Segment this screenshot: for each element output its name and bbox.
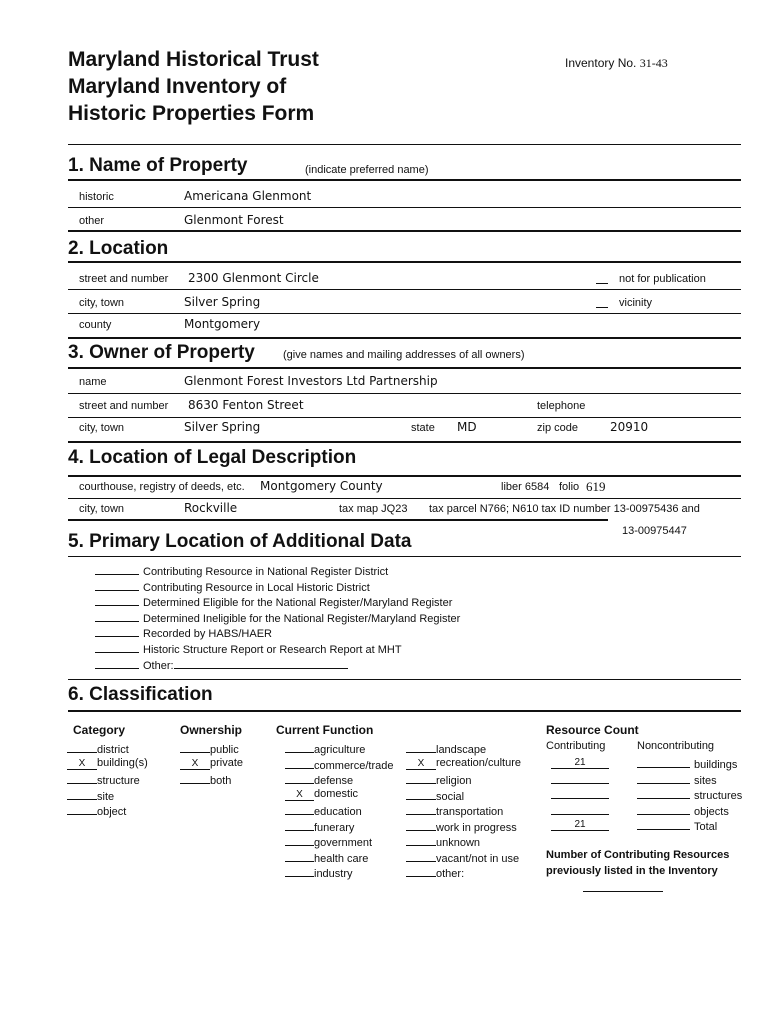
option-label: Contributing Resource in National Register District [143,566,389,578]
county-label: county [79,319,112,331]
option-label: education [314,806,362,818]
courthouse-value[interactable]: Montgomery County [260,479,383,493]
divider [68,313,741,314]
contributing-value[interactable] [551,772,609,784]
option-label: agriculture [314,744,366,756]
function-option [285,850,368,865]
checkbox-line[interactable] [406,772,436,784]
checkbox-line[interactable] [67,772,97,784]
contributing-value[interactable] [551,787,609,799]
section5-heading: 5. Primary Location of Additional Data [68,531,412,552]
option-label: Recorded by HABS/HAER [143,628,272,641]
contributing-head: Contributing [546,740,606,752]
form-title-line1: Maryland Historical Trust [68,48,319,71]
tax-map: tax map JQ23 [339,503,408,515]
telephone-label: telephone [537,400,586,412]
contributing-value[interactable] [551,803,609,815]
checkbox-line[interactable] [285,772,314,784]
function-option [285,772,353,787]
checkbox-line[interactable] [285,741,314,753]
section1-note: (indicate preferred name) [305,164,429,176]
option-label: district [97,744,129,756]
state-value[interactable]: MD [457,420,477,434]
option-label: unknown [436,837,481,849]
vicinity-checkbox[interactable] [596,296,608,311]
option-label: Contributing Resource in Local Historic District [143,581,370,594]
noncontributing-head: Noncontributing [637,740,715,752]
function-option [285,741,365,756]
function-option [406,757,521,770]
city-label: city, town [79,297,125,309]
data-location-item [95,657,348,672]
legal-city-value[interactable]: Rockville [184,501,238,515]
other-value[interactable]: Glenmont Forest [184,213,284,227]
form-title-line2: Maryland Inventory of [68,75,287,98]
option-label: commerce/trade [314,759,394,772]
section2-bottom-rule [68,337,741,339]
checkbox-line[interactable] [285,850,314,862]
option-label: funerary [314,821,355,834]
owner-street-value[interactable]: 8630 Fenton Street [188,398,304,412]
checkbox-line[interactable] [406,803,436,815]
section4-bottom-rule [68,519,608,521]
section3-rule [68,367,741,369]
owner-name-label: name [79,376,107,388]
tax-id-continuation: 13-00975447 [622,525,687,537]
noncontributing-count[interactable] [637,818,717,833]
section1-heading: 1. Name of Property [68,155,248,176]
contributing-count[interactable] [551,818,609,831]
checkbox-line[interactable] [406,834,436,846]
noncontributing-value[interactable] [637,756,690,768]
checkbox-line[interactable] [180,772,210,784]
noncontributing-count[interactable] [637,756,737,771]
divider [68,289,741,290]
checkbox-line[interactable] [67,803,97,815]
noncontributing-value[interactable] [637,803,690,815]
noncontributing-value[interactable] [637,818,690,830]
ownership-option [180,772,231,787]
form-title-line3: Historic Properties Form [68,102,315,125]
folio-value[interactable]: 619 [586,479,606,494]
checkbox-line[interactable] [285,865,314,877]
checkbox-line[interactable] [180,741,210,753]
checkbox-line[interactable] [285,834,314,846]
data-location-item [95,641,402,656]
noncontributing-count[interactable] [637,787,742,802]
option-label: vacant/not in use [436,852,520,865]
noncontributing-value[interactable] [637,787,690,799]
option-label: landscape [436,744,487,756]
owner-city-value[interactable]: Silver Spring [184,420,261,434]
owner-name-value[interactable]: Glenmont Forest Investors Ltd Partnership [184,374,438,388]
noncontributing-count[interactable] [637,803,729,818]
data-location-item [95,563,388,578]
city-value[interactable]: Silver Spring [184,295,261,309]
function-option [285,819,354,834]
section4-rule [68,475,741,477]
function-option [406,850,519,865]
resource-type-label: buildings [694,759,738,771]
category-option [67,741,129,756]
checkbox-line[interactable]: X [180,758,210,770]
contributing-value[interactable]: 21 [551,757,609,769]
noncontributing-count[interactable] [637,772,717,787]
option-label: social [436,790,465,803]
category-option [67,803,126,818]
option-label: religion [436,775,472,787]
category-option [67,788,114,803]
option-label: Determined Ineligible for the National Register/Maryland Register [143,612,461,625]
data-location-item [95,594,452,609]
ownership-option [180,757,243,770]
other-label: other [79,215,105,227]
function-option [406,865,464,880]
function-option [406,741,486,756]
divider [68,207,741,208]
checkbox-line[interactable] [285,819,314,831]
folio-label: folio [559,481,580,493]
contributing-count[interactable] [551,756,609,769]
contributing-count[interactable] [551,803,609,818]
header-divider [68,144,741,145]
divider [68,393,741,394]
option-label: transportation [436,806,504,818]
street-value[interactable]: 2300 Glenmont Circle [188,271,319,285]
previously-listed-line2: previously listed in the Inventory [546,865,718,877]
option-label: object [97,806,127,818]
function-option [285,788,358,801]
contributing-count[interactable] [551,787,609,802]
divider [68,417,741,418]
option-label: other: [436,868,465,880]
zip-value[interactable]: 20910 [610,420,649,434]
checkbox-line[interactable] [67,788,97,800]
option-label: Historic Structure Report or Research Report at MHT [143,644,402,656]
county-value[interactable]: Montgomery [184,317,261,331]
section6-rule [68,710,741,712]
section2-heading: 2. Location [68,238,169,259]
option-label: domestic [314,787,359,800]
ownership-head: Ownership [180,723,243,737]
function-option [406,819,517,834]
resource-type-label: structures [694,790,743,802]
tax-parcel: tax parcel N766; N610 tax ID number 13-00975436 and [429,503,700,515]
resource-type-label: sites [694,774,717,787]
section1-rule [68,179,741,181]
function-head: Current Function [276,723,374,737]
option-label: site [97,790,115,803]
checkbox-line[interactable] [95,657,139,669]
category-option [67,757,148,770]
section3-bottom-rule [68,441,741,443]
checkbox-line[interactable] [406,741,436,753]
not-for-publication-label: not for publication [619,273,706,285]
section5-rule [68,556,741,557]
option-label: defense [314,775,354,787]
checkbox-line[interactable] [95,579,139,591]
checkbox-line[interactable] [95,641,139,653]
section3-heading: 3. Owner of Property [68,342,255,363]
section4-heading: 4. Location of Legal Description [68,447,357,468]
legal-city-label: city, town [79,503,125,515]
checkbox-line[interactable] [406,850,436,862]
data-location-item [95,610,460,625]
option-label: public [210,744,239,756]
other-field[interactable] [174,657,348,669]
historic-label: historic [79,191,114,203]
option-label: industry [314,868,353,880]
option-label: structure [97,775,140,787]
option-label: government [314,837,373,849]
function-option [406,803,503,818]
option-label: recreation/culture [436,756,521,769]
option-label: work in progress [436,821,517,834]
liber-value: liber 6584 [501,481,550,493]
checkbox-line[interactable] [95,563,139,575]
courthouse-label: courthouse, registry of deeds, etc. [79,481,245,493]
not-for-publication-checkbox[interactable] [596,272,608,287]
noncontributing-value[interactable] [637,772,690,784]
function-option [285,803,362,818]
checkbox-line[interactable] [95,610,139,622]
checkbox-line[interactable] [285,757,314,769]
checkbox-line[interactable] [406,865,436,877]
option-label: private [210,756,244,769]
checkbox-line[interactable] [95,594,139,606]
option-label: health care [314,852,369,865]
section5-bottom-rule [68,679,741,680]
checkbox-line[interactable] [406,819,436,831]
checkbox-line[interactable]: X [67,758,97,770]
function-option [406,772,471,787]
function-option [406,788,464,803]
section6-heading: 6. Classification [68,684,213,705]
checkbox-line[interactable] [285,803,314,815]
zip-label: zip code [537,422,578,434]
resource-type-label: Total [694,821,718,833]
street-label: street and number [79,273,169,285]
vicinity-label: vicinity [619,297,653,309]
state-label: state [411,422,435,434]
owner-street-label: street and number [79,400,169,412]
section2-rule [68,261,741,263]
section1-bottom-rule [68,230,741,232]
previously-listed-field[interactable] [583,891,663,892]
checkbox-line[interactable] [67,741,97,753]
option-label: both [210,775,232,787]
checkbox-line[interactable] [95,625,139,637]
inventory-number [565,56,668,71]
checkbox-line[interactable]: X [285,789,314,801]
resource-type-label: objects [694,805,729,818]
category-head: Category [73,723,126,737]
checkbox-line[interactable] [406,788,436,800]
owner-city-label: city, town [79,422,125,434]
inventory-value: 31-43 [639,56,668,70]
option-label: building(s) [97,756,148,769]
function-option [285,834,372,849]
category-option [67,772,140,787]
section3-note: (give names and mailing addresses of all owners) [283,349,525,361]
data-location-item [95,625,272,640]
function-option [285,757,393,772]
historic-value[interactable]: Americana Glenmont [184,189,312,203]
option-label: Other: [143,659,174,672]
option-label: Determined Eligible for the National Register/Maryland Register [143,597,453,610]
data-location-item [95,579,370,594]
function-option [406,834,480,849]
contributing-value[interactable]: 21 [551,819,609,831]
contributing-count[interactable] [551,772,609,787]
previously-listed-line1: Number of Contributing Resources [546,849,730,861]
ownership-option [180,741,239,756]
resource-count-head: Resource Count [546,723,639,737]
checkbox-line[interactable]: X [406,758,436,770]
function-option [285,865,353,880]
divider [68,498,741,499]
inventory-label: Inventory No. [565,56,637,70]
